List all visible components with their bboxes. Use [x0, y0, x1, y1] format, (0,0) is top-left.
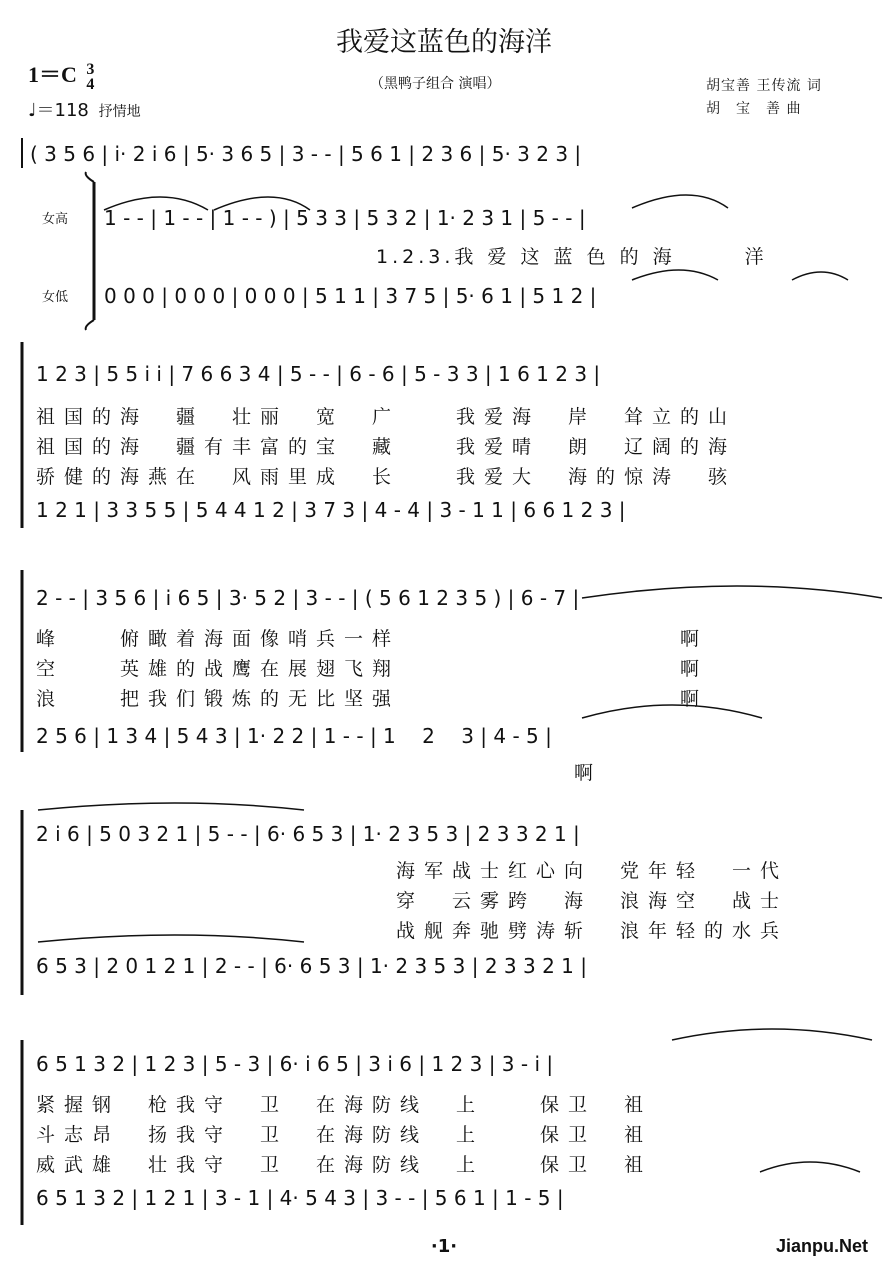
lyric-verse3-line-5: 威武雄 壮我守 卫 在海防线 上 保卫 祖 [36, 1154, 653, 1176]
lyric-verse1-line-2: 祖国的海 疆 壮丽 宽 广 我爱海 岸 耸立的山 [36, 406, 737, 428]
time-numerator: 3 [86, 60, 95, 78]
composer-credit: 胡 宝 善 曲 [706, 101, 802, 117]
lyric-line-1: 1.2.3.我 爱 这 蓝 色 的 海 洋 [376, 246, 768, 268]
performer-credit: （黑鸭子组合 演唱） [370, 76, 501, 92]
soprano-line-1: 1 - - | 1 - - | 1 - - ) | 5 3 3 | 5 3 2 | 1· 2 3 1 | 5 - - | [104, 206, 586, 230]
soprano-line-2: 1 2 3 | 5 5 i i | 7 6 6 3 4 | 5 - - | 6 - 6 | 5 - 3 3 | 1 6 1 2 3 | [36, 362, 601, 386]
lyric-verse2-line-5: 斗志昂 扬我守 卫 在海防线 上 保卫 祖 [36, 1124, 653, 1146]
alto-line-1: 0 0 0 | 0 0 0 | 0 0 0 | 5 1 1 | 3 7 5 | 5· 6 1 | 5 1 2 | [104, 284, 597, 308]
lyric-verse3-line-2: 骄健的海燕在 风雨里成 长 我爱大 海的惊涛 骇 [36, 466, 737, 488]
lyric-verse3-line-3: 浪 把我们锻炼的无比坚强 啊 [36, 688, 709, 710]
lyric-verse3-line-4: 战舰奔驰劈涛斩 浪年轻的水兵 [396, 920, 789, 942]
intro-line: ( 3 5 6 | i· 2 i 6 | 5· 3 6 5 | 3 - - | 5 6 1 | 2 3 6 | 5· 3 2 3 | [30, 142, 582, 166]
tempo-value: ♩＝118 [28, 100, 89, 121]
alto-line-4: 6 5 3 | 2 0 1 2 1 | 2 - - | 6· 6 5 3 | 1· 2 3 5 3 | 2 3 3 2 1 | [36, 954, 587, 978]
alto-lyric-line-3: 啊 [574, 762, 603, 784]
lyric-verse1-line-4: 海军战士红心向 党年轻 一代 [396, 860, 789, 882]
alto-line-3: 2 5 6 | 1 3 4 | 5 4 3 | 1· 2 2 | 1 - - | 1 2 3 | 4 - 5 | [36, 724, 552, 748]
lyric-verse2-line-4: 穿 云雾跨 海 浪海空 战士 [396, 890, 789, 912]
alto-line-5: 6 5 1 3 2 | 1 2 1 | 3 - 1 | 4· 5 4 3 | 3 - - | 5 6 1 | 1 - 5 | [36, 1186, 564, 1210]
watermark: Jianpu.Net [775, 1236, 868, 1256]
soprano-label: 女高 [42, 212, 69, 227]
soprano-line-5: 6 5 1 3 2 | 1 2 3 | 5 - 3 | 6· i 6 5 | 3 i 6 | 1 2 3 | 3 - i | [36, 1052, 554, 1076]
key-text: 1＝C [28, 62, 77, 87]
lyric-verse2-line-2: 祖国的海 疆有丰富的宝 藏 我爱晴 朗 辽阔的海 [36, 436, 737, 458]
lyric-verse2-line-3: 空 英雄的战鹰在展翅飞翔 啊 [36, 658, 709, 680]
mood-text: 抒情地 [98, 104, 141, 120]
time-denominator: 4 [86, 75, 95, 93]
alto-line-2: 1 2 1 | 3 3 5 5 | 5 4 4 1 2 | 3 7 3 | 4 - 4 | 3 - 1 1 | 6 6 1 2 3 | [36, 498, 626, 522]
alto-label: 女低 [42, 290, 69, 305]
page-number: ·1· [430, 1236, 458, 1257]
lyric-verse1-line-5: 紧握钢 枪我守 卫 在海防线 上 保卫 祖 [36, 1094, 653, 1116]
soprano-line-4: 2 i 6 | 5 0 3 2 1 | 5 - - | 6· 6 5 3 | 1· 2 3 5 3 | 2 3 3 2 1 | [36, 822, 580, 846]
lyricist-credit: 胡宝善 王传流 词 [706, 78, 822, 94]
song-title: 我爱这蓝色的海洋 [336, 27, 552, 58]
lyric-verse1-line-3: 峰 俯瞰着海面像哨兵一样 啊 [36, 628, 709, 650]
soprano-line-3: 2 - - | 3 5 6 | i 6 5 | 3· 5 2 | 3 - - | ( 5 6 1 2 3 5 ) | 6 - 7 | [36, 586, 580, 610]
